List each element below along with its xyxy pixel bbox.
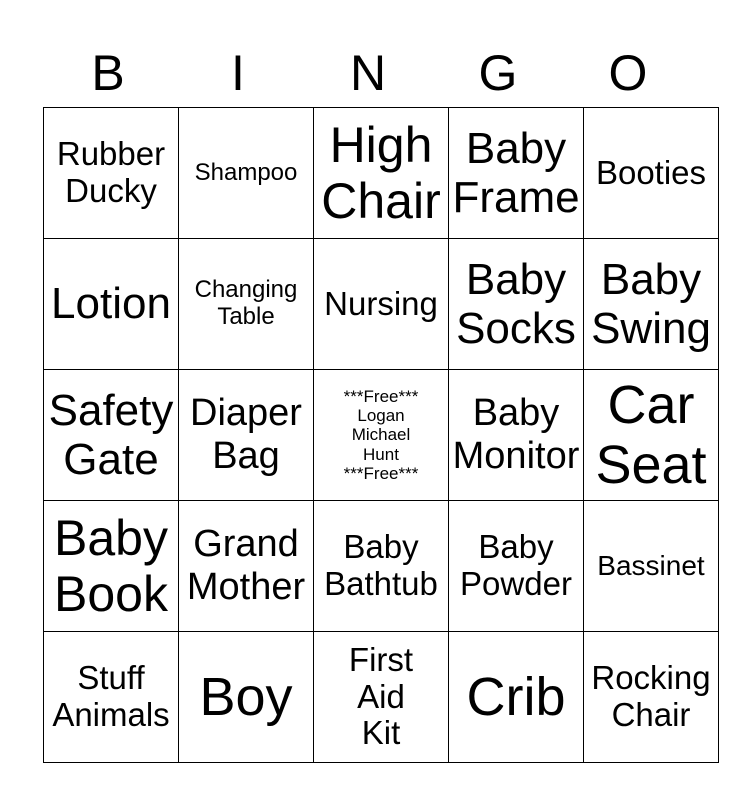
bingo-cell[interactable]: Baby Frame	[449, 108, 584, 239]
header-letter-n: N	[349, 45, 387, 101]
bingo-cell[interactable]: Bassinet	[584, 501, 719, 632]
bingo-cell[interactable]: Baby Monitor	[449, 370, 584, 501]
grid-row	[44, 632, 719, 763]
bingo-cell[interactable]: Changing Table	[179, 239, 314, 370]
bingo-cell[interactable]: Baby Bathtub	[314, 501, 449, 632]
bingo-cell[interactable]: Baby Book	[44, 501, 179, 632]
bingo-cell[interactable]: Boy	[179, 632, 314, 763]
free-space-cell[interactable]: ***Free*** Logan Michael Hunt ***Free***	[314, 370, 449, 501]
bingo-cell[interactable]: Baby Swing	[584, 239, 719, 370]
header-letter-i: I	[231, 45, 245, 101]
bingo-cell[interactable]: Nursing	[314, 239, 449, 370]
bingo-cell[interactable]: Lotion	[44, 239, 179, 370]
bingo-cell[interactable]: Stuff Animals	[44, 632, 179, 763]
header-letter-b: B	[91, 45, 125, 101]
bingo-cell[interactable]: Rubber Ducky	[44, 108, 179, 239]
bingo-cell[interactable]: Rocking Chair	[584, 632, 719, 763]
bingo-cell[interactable]: Car Seat	[584, 370, 719, 501]
bingo-cell[interactable]: First Aid Kit	[314, 632, 449, 763]
bingo-header	[43, 40, 693, 106]
grid-row	[44, 239, 719, 370]
bingo-cell[interactable]: Booties	[584, 108, 719, 239]
bingo-grid	[43, 107, 719, 763]
bingo-cell[interactable]: Baby Powder	[449, 501, 584, 632]
header-letter-o: O	[608, 45, 648, 101]
grid-row	[44, 501, 719, 632]
bingo-cell[interactable]: Baby Socks	[449, 239, 584, 370]
bingo-cell[interactable]: Shampoo	[179, 108, 314, 239]
bingo-cell[interactable]: Crib	[449, 632, 584, 763]
bingo-cell[interactable]: High Chair	[314, 108, 449, 239]
header-letter-g: G	[478, 45, 518, 101]
bingo-cell[interactable]: Grand Mother	[179, 501, 314, 632]
grid-row	[44, 370, 719, 501]
bingo-cell[interactable]: Diaper Bag	[179, 370, 314, 501]
grid-row	[44, 108, 719, 239]
bingo-cell[interactable]: Safety Gate	[44, 370, 179, 501]
